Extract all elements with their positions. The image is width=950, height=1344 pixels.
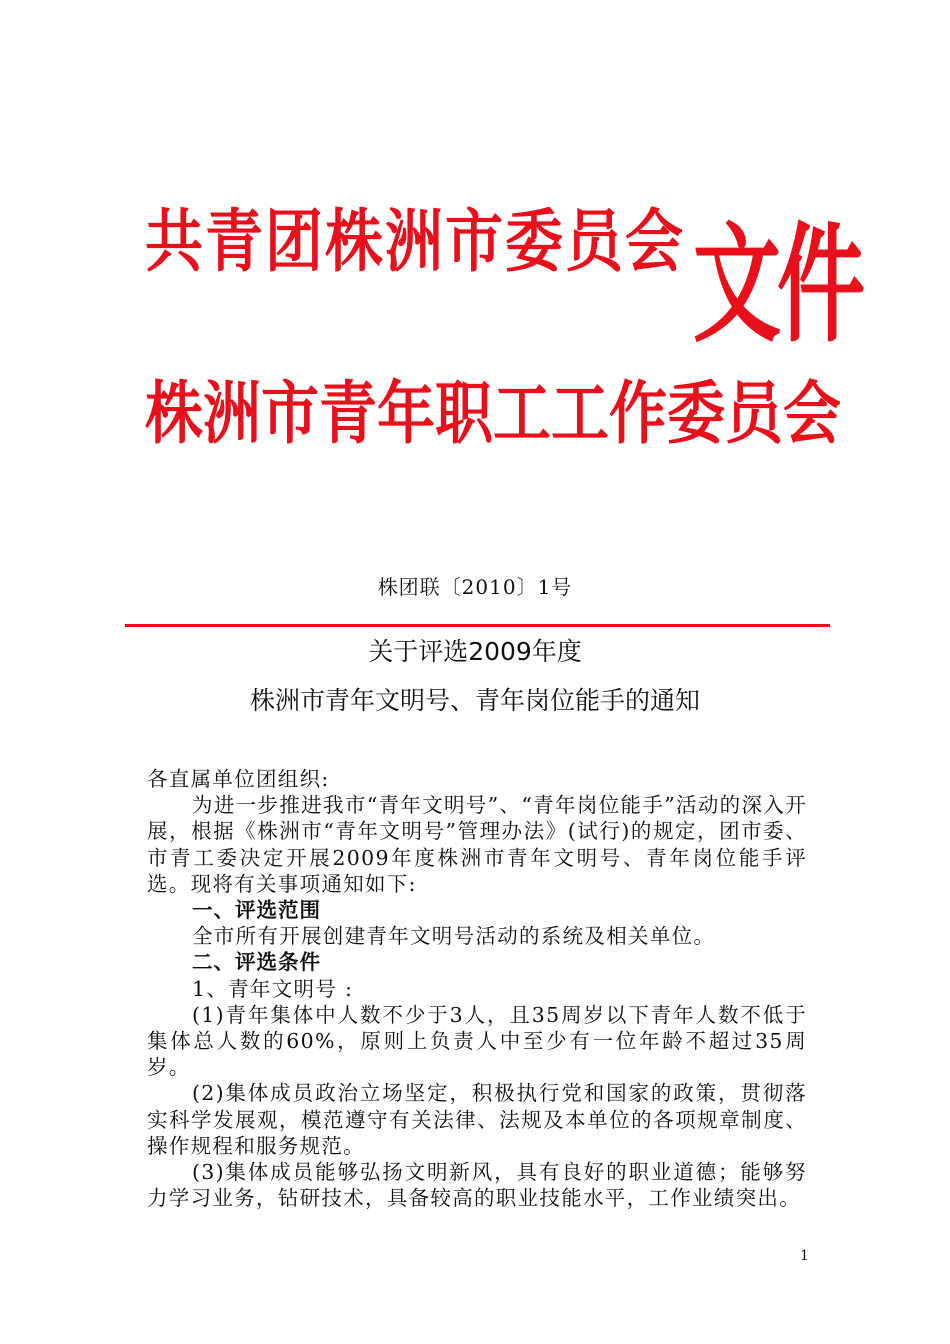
salutation: 各直属单位团组织: <box>147 767 330 791</box>
condition-item-3: (3)集体成员能够弘扬文明新风，具有良好的职业道德；能够努力学习业务，钻研技术，具备较高的职业技能水平，工作业绩突出。 <box>147 1160 807 1211</box>
condition-item-1: (1)青年集体中人数不少于3人，且35周岁以下青年人数不低于集体总人数的60%，原则上负责人中至少有一位年龄不超过35周岁。 <box>147 1002 807 1080</box>
subsection-heading: 1、青年文明号 : <box>192 976 354 1001</box>
issuer-header-line1: 共青团株洲市委员会 <box>145 201 686 282</box>
page-number: 1 <box>800 1248 809 1264</box>
notice-body <box>147 766 807 1211</box>
section-heading-conditions: 二、评选条件 <box>192 950 321 975</box>
scope-paragraph: 全市所有开展创建青年文明号活动的系统及相关单位。 <box>192 924 716 949</box>
notice-title-line2: 株洲市青年文明号、青年岗位能手的通知 <box>249 686 700 715</box>
document-label-wenjian: 文件 <box>693 208 862 360</box>
section-heading-scope: 一、评选范围 <box>192 898 321 923</box>
document-number: 株团联〔2010〕1号 <box>377 575 573 599</box>
intro-paragraph: 为进一步推进我市“青年文明号”、“青年岗位能手”活动的深入开展，根据《株洲市“青年文明号”管理办法》(试行)的规定，团市委、市青工委决定开展2009年度株洲市青年文明号、青年岗位能手评选。现将有关事项通知如下: <box>147 793 807 896</box>
condition-item-2: (2)集体成员政治立场坚定，积极执行党和国家的政策，贯彻落实科学发展观，模范遵守有关法律、法规及本单位的各项规章制度、操作规程和服务规范。 <box>147 1081 807 1158</box>
red-divider-line <box>125 624 830 627</box>
issuer-header-line2: 株洲市青年职工工作委员会 <box>145 373 842 454</box>
notice-title-line1: 关于评选2009年度 <box>368 637 582 666</box>
